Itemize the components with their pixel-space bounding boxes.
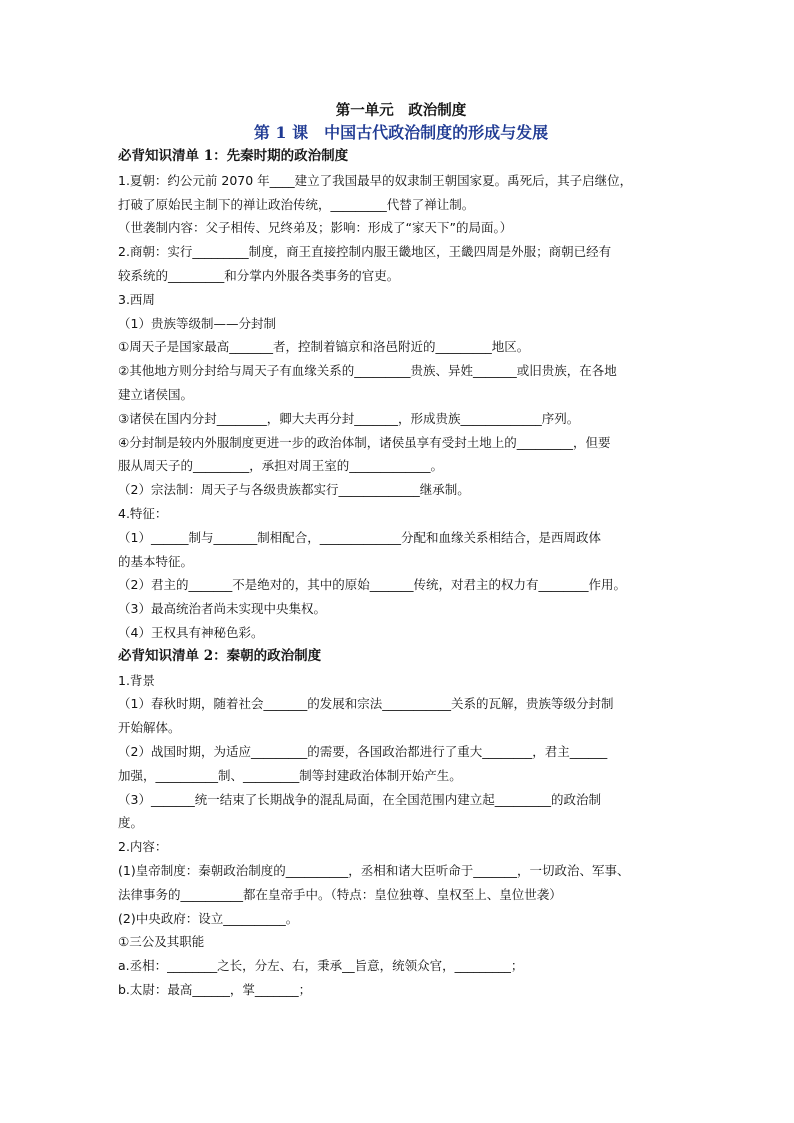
text-line: （世袭制内容：父子相传、兄终弟及；影响：形成了“家天下”的局面。）: [118, 220, 513, 236]
lesson-title: 第 1 课 中国古代政治制度的形成与发展: [253, 123, 549, 142]
text-line: （4）王权具有神秘色彩。: [118, 624, 264, 640]
text-line: 4.特征：: [118, 505, 168, 521]
text-line: ④分封制是较内外服制度更进一步的政治体制，诸侯虽享有受封土地上的_________，但要: [118, 434, 611, 450]
text-line: （1）贵族等级制——分封制: [118, 315, 276, 331]
text-line: a.丞相：________之长，分左、右，秉承__旨意，统领众官，_________；: [118, 958, 524, 974]
text-line: 2.内容：: [118, 839, 168, 855]
unit-title: 第一单元 政治制度: [335, 102, 467, 119]
text-line: (2)中央政府：设立__________。: [118, 910, 299, 926]
text-line: 度。: [118, 815, 144, 831]
text-line: 建立诸侯国。: [118, 386, 194, 402]
text-line: （2）宗法制：周天子与各级贵族都实行_____________继承制。: [118, 482, 470, 498]
text-line: ①三公及其职能: [118, 934, 205, 950]
document-body: [118, 145, 684, 1002]
text-line: 1.背景: [118, 672, 155, 688]
text-line: （3）最高统治者尚未实现中央集权。: [118, 601, 326, 617]
text-line: b.太尉：最高______，掌_______；: [118, 981, 312, 997]
text-line: 法律事务的__________都在皇帝手中。（特点：皇位独尊、皇权至上、皇位世袭）: [118, 886, 562, 902]
document-content: [118, 101, 684, 1002]
text-line: 2.商朝：实行_________制度，商王直接控制内服王畿地区，王畿四周是外服；商朝已经有: [118, 244, 612, 260]
text-line: （3）_______统一结束了长期战争的混乱局面，在全国范围内建立起_________的政治制: [118, 791, 601, 807]
text-line: （2）君主的_______不是绝对的，其中的原始_______传统，对君主的权力有________作用。: [118, 577, 626, 593]
text-line: 打破了原始民主制下的禅让政治传统，_________代替了禅让制。: [118, 196, 475, 212]
text-line: （2）战国时期，为适应_________的需要，各国政治都进行了重大________，君主______: [118, 743, 608, 759]
text-line: (1)皇帝制度：秦朝政治制度的__________，丞相和诸大臣听命于_______，一切政治、军事、: [118, 862, 630, 878]
text-line: ③诸侯在国内分封________，卿大夫再分封_______，形成贵族_____________序列。: [118, 410, 580, 426]
text-line: ②其他地方则分封给与周天子有血缘关系的_________贵族、异姓_______或旧贵族，在各地: [118, 363, 617, 379]
text-line: 1.夏朝：约公元前 2070 年____建立了我国最早的奴隶制王朝国家夏。禹死后，其子启继位，: [118, 172, 633, 188]
text-line: ①周天子是国家最高_______者，控制着镐京和洛邑附近的_________地区。: [118, 339, 530, 355]
text-line: 开始解体。: [118, 720, 181, 736]
text-line: 服从周天子的_________，承担对周王室的_____________。: [118, 458, 444, 474]
text-line: （1）春秋时期，随着社会_______的发展和宗法___________关系的瓦解，贵族等级分封制: [118, 696, 614, 712]
section-heading: 必背知识清单 1：先秦时期的政治制度: [118, 148, 349, 164]
text-line: 加强，__________制、_________制等封建政治体制开始产生。: [118, 767, 462, 783]
text-line: 的基本特征。: [118, 553, 194, 569]
section-heading: 必背知识清单 2：秦朝的政治制度: [118, 647, 322, 664]
text-line: 3.西周: [118, 291, 155, 307]
text-line: 较系统的_________和分掌内外服各类事务的官吏。: [118, 267, 400, 283]
text-line: （1）______制与_______制相配合，_____________分配和血缘关系相结合，是西周政体: [118, 529, 601, 545]
